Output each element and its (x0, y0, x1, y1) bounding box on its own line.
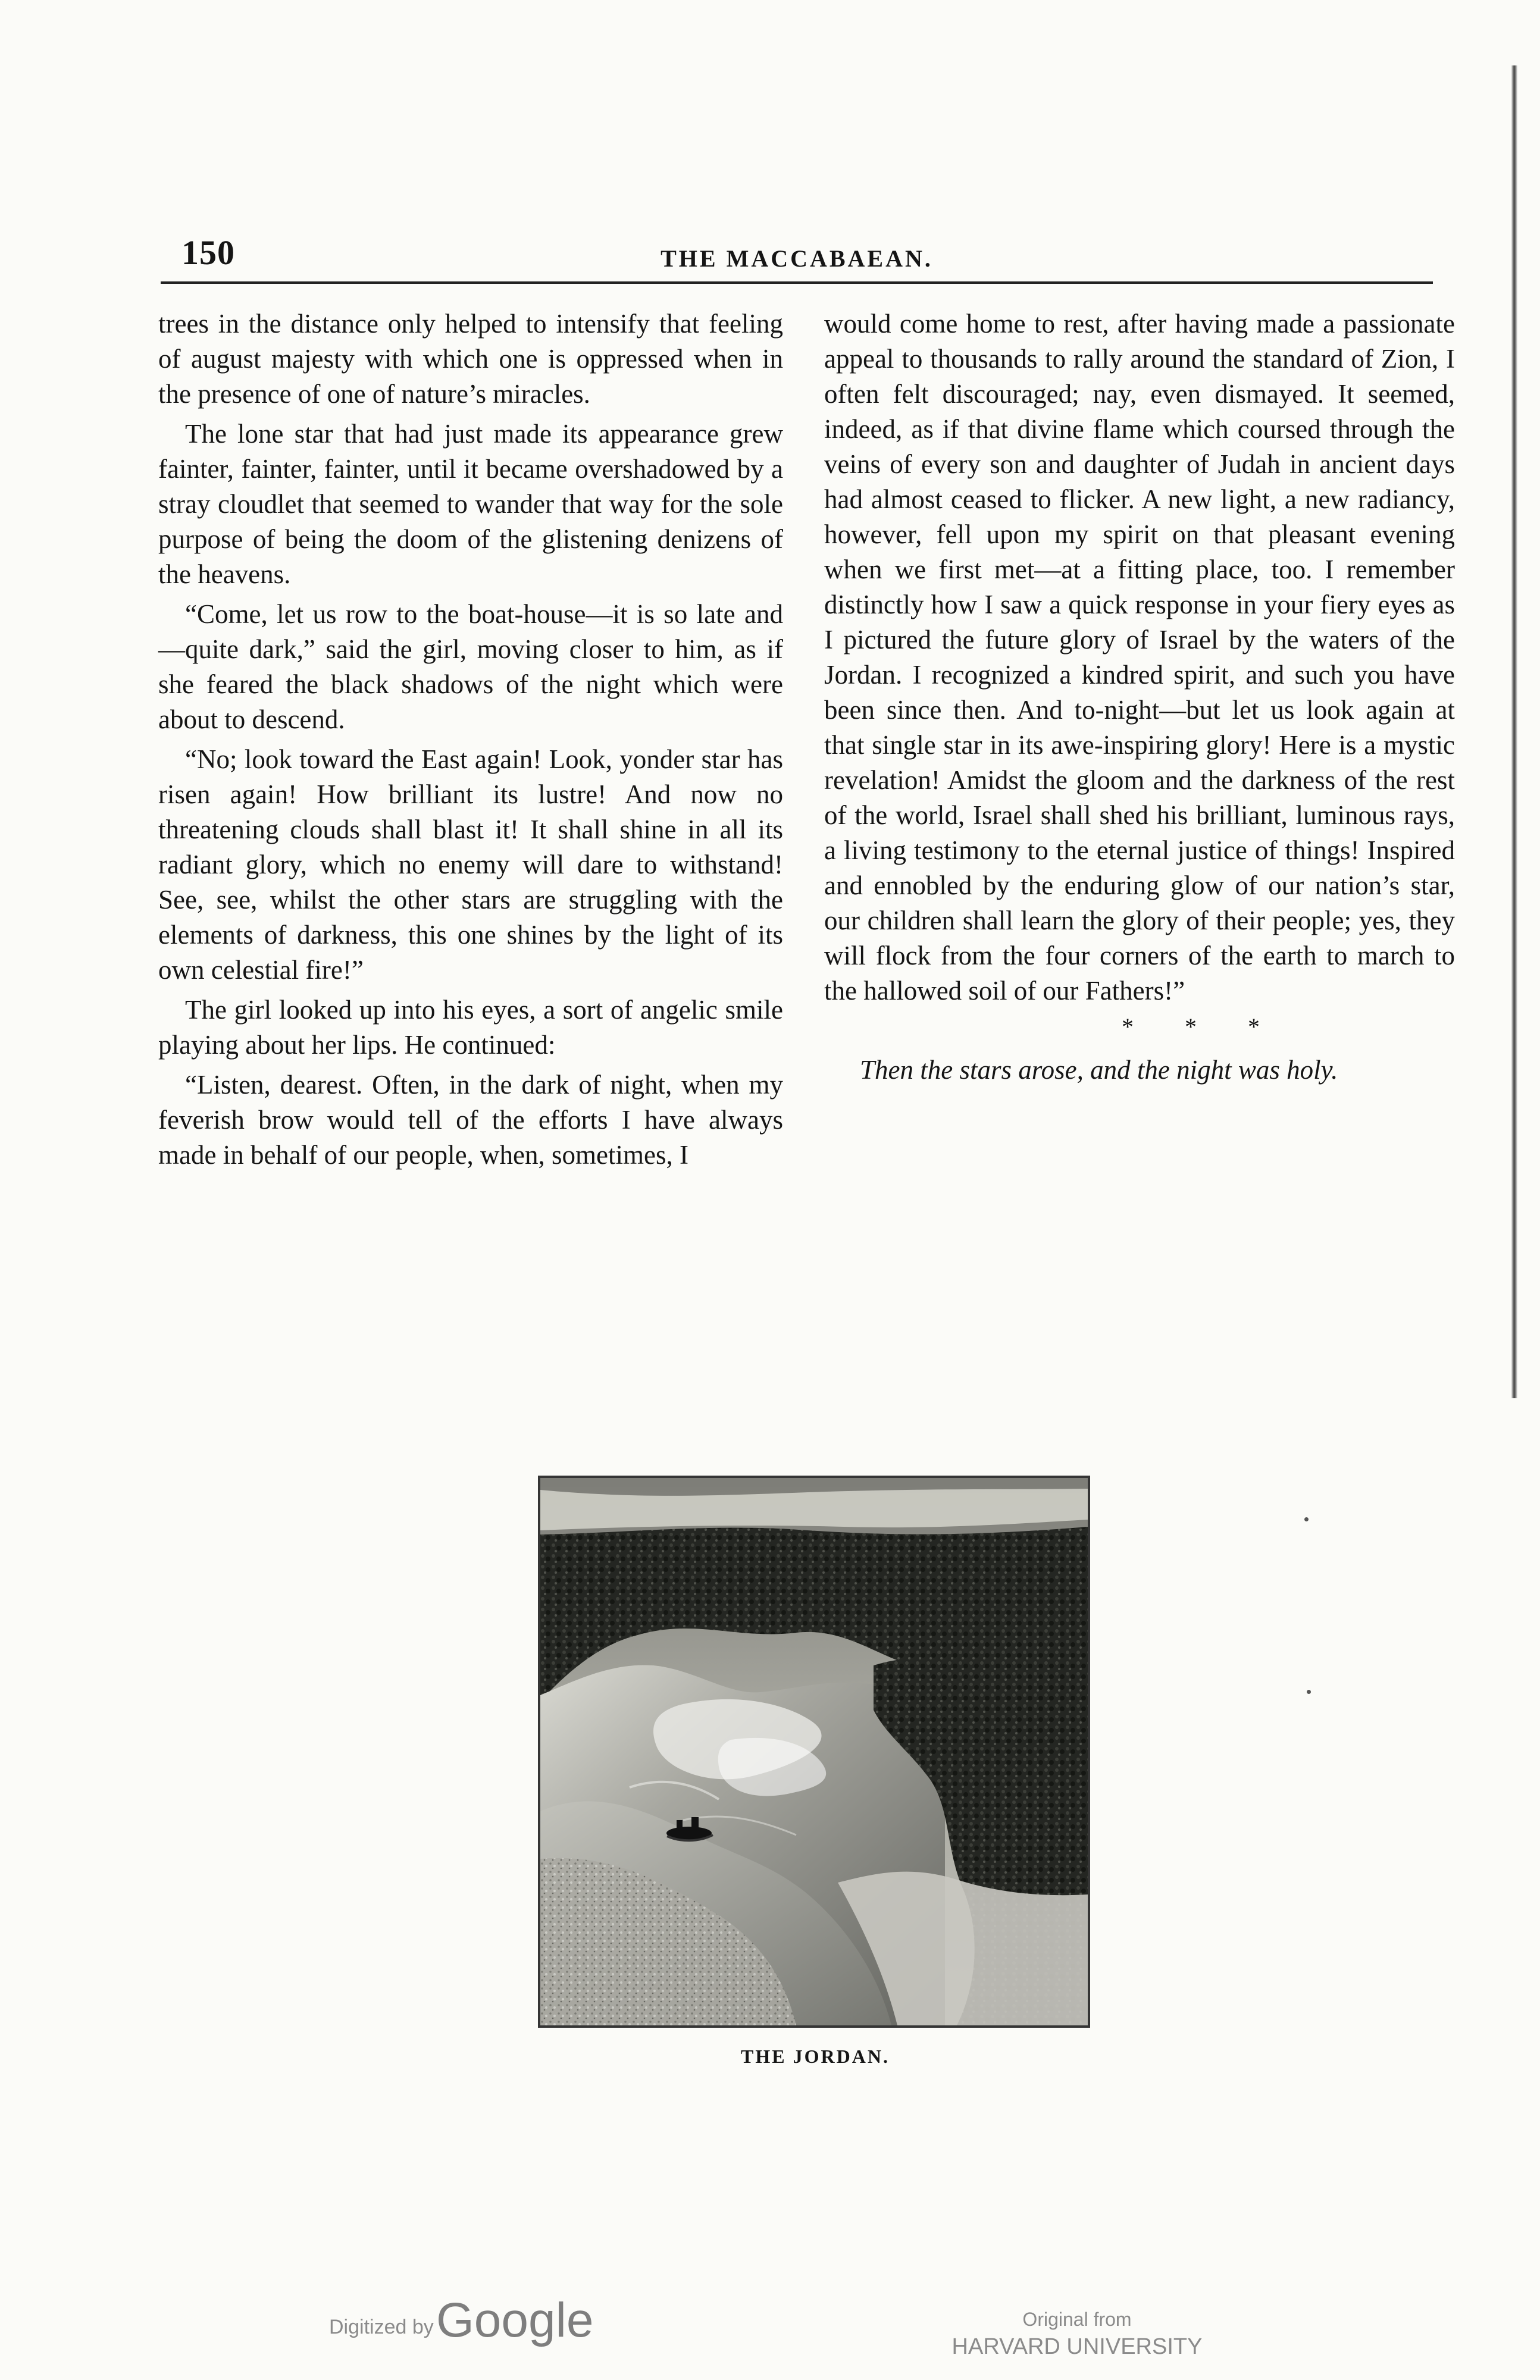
left-paragraph-2: The lone star that had just made its appearance grew fainter, fainter, fainter, until it became overshadowed by a stray cloudlet that seemed to wander that way for the sole purpose of being the doom of the glistening denizens of the heavens. (158, 419, 783, 589)
scan-speck (1304, 1517, 1309, 1521)
right-paragraph-1: would come home to rest, after having made a passionate appeal to thousands to rally around the standard of Zion, I often felt discouraged; nay, even dismayed. It seemed, indeed, as if that divine flame which coursed through the veins of every son and daughter of Judah in ancient days had almost ceased to flicker. A new light, a new radiancy, however, fell upon my spirit on that pleasant evening when we first met—at a fitting place, too. I remember distinctly how I saw a quick response in your fiery eyes as I pictured the future glory of Israel by the waters of the Jordan. I recognized a kindred spirit, and such you have been since then. And to-night—but let us look again at that single star in its awe-inspiring glory! Here is a mystic revelation! Amidst the gloom and the darkness of the rest of the world, Israel shall shed his brilliant, luminous rays, a living testimony to the eternal justice of things! Inspired and ennobled by the enduring glow of our nation’s star, our children shall learn the glory of their people; yes, they will flock from the four corners of the earth to march to the hallowed soil of our Fathers!” (824, 309, 1455, 1006)
google-digitized-watermark (329, 2291, 627, 2362)
harvard-source-watermark (940, 2306, 1214, 2360)
page-number: 150 (181, 233, 235, 272)
google-logo-text: Google (436, 2293, 594, 2347)
photo-caption: THE JORDAN. (741, 2046, 890, 2067)
left-paragraph-4: “No; look toward the East again! Look, yonder star has risen again! How brilliant its lustre! And now no threatening clouds shall blast it! It shall shine in all its radiant glory, which no enemy will dare to withstand! See, see, whilst the other stars are struggling with the elements of darkness, this one shines by the light of its own celestial fire!” (158, 744, 783, 985)
original-from-label: Original from (1022, 2309, 1132, 2330)
left-paragraph-3: “Come, let us row to the boat-house—it is so late and—quite dark,” said the girl, moving closer to him, as if she feared the black shadows of the night which were about to descend. (158, 599, 783, 734)
left-paragraph-1: trees in the distance only helped to intensify that feeling of august majesty with which one is oppressed when in the presence of one of nature’s miracles. (158, 309, 783, 409)
left-text-column (158, 306, 783, 1178)
page-header (161, 229, 1433, 284)
left-paragraph-5: The girl looked up into his eyes, a sort of angelic smile playing about her lips. He continued: (158, 995, 783, 1060)
harvard-university-label: HARVARD UNIVERSITY (951, 2334, 1203, 2359)
left-paragraph-6: “Listen, dearest. Often, in the dark of night, when my feverish brow would tell of the efforts I have always made in behalf of our people, when, sometimes, I (158, 1070, 783, 1170)
closing-line: Then the stars arose, and the night was holy. (860, 1055, 1338, 1085)
journal-title: THE MACCABAEAN. (661, 245, 933, 272)
scan-edge-rule (1511, 65, 1517, 1398)
scan-speck (1307, 1690, 1311, 1694)
jordan-river-photo-illustration (540, 1478, 1088, 2025)
right-text-column (824, 306, 1455, 1092)
digitized-by-label: Digitized by (329, 2316, 434, 2338)
jordan-river-photograph (538, 1476, 1090, 2028)
section-break-asterisks: * * * (1122, 1013, 1282, 1040)
